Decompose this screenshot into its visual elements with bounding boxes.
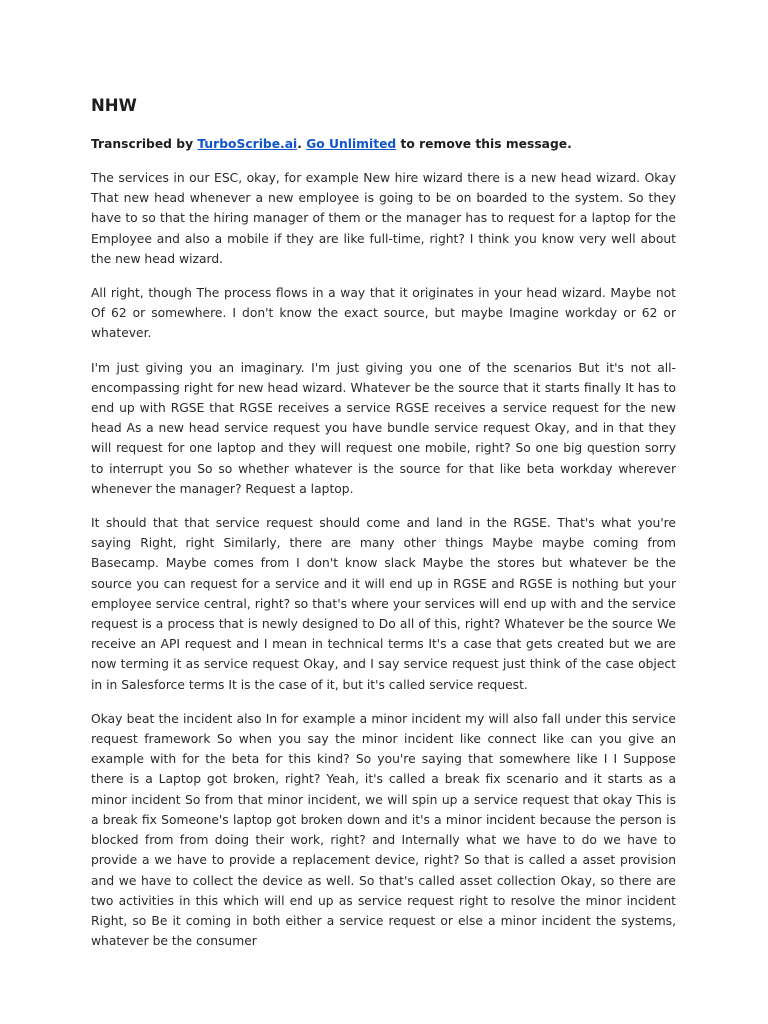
go-unlimited-link[interactable]: Go Unlimited — [306, 137, 397, 151]
paragraph: Okay beat the incident also In for example a minor incident my will also fall under this service request framework So when you say the minor incident like connect like can you give an example with for the beta for this kind? So you're saying that somewhere like I I Suppose there is a Laptop got broken, right? Yeah, it's called a break fix scenario and it starts as a minor incident So from that minor incident, we will spin up a service request that okay This is a break fix Someone's laptop got broken down and it's a minor incident because the person is blocked from from doing their work, right? and Internally what we have to do we have to provide a we have to provide a replacement device, right? So that is called a asset provision and we have to collect the device as well. So that's called asset collection Okay, so there are two activities in this which will end up as service request right to resolve the minor incident Right, so Be it coming in both either a service request or else a minor incident the systems, whatever be the consumer — [91, 711, 676, 949]
turboscribe-link[interactable]: TurboScribe.ai — [197, 137, 298, 151]
paragraph: All right, though The process flows in a way that it originates in your head wizard. Maybe not Of 62 or somewhere. I don't know the exact source, but maybe Imagine workday or 62 or whatever. — [91, 286, 676, 341]
transcription-notice — [91, 134, 676, 154]
notice-prefix: Transcribed by — [91, 137, 198, 151]
document-page — [91, 94, 676, 965]
notice-separator: . — [297, 137, 307, 151]
paragraph: I'm just giving you an imaginary. I'm just giving you one of the scenarios But it's not all-encompassing right for new head wizard. Whatever be the source that it starts finally It has to end up with RGSE that RGSE receives a service RGSE receives a service request for the new head As a new head service request you have bundle service request Okay, and in that they will request for one laptop and they will request one mobile, right? So one big question sorry to interrupt you So so whether whatever is the source for that like beta workday wherever whenever the manager? Request a laptop. — [91, 360, 676, 496]
paragraph: The services in our ESC, okay, for example New hire wizard there is a new head wizard. Okay That new head whenever a new employee is going to be on boarded to the system. So they have to so that the hiring manager of them or the manager has to request for a laptop for the Employee and also a mobile if they are like full-time, right? I think you know very well about the new head wizard. — [91, 171, 676, 266]
paragraph: It should that that service request should come and land in the RGSE. That's what you're saying Right, right Similarly, there are many other things Maybe maybe coming from Basecamp. Maybe comes from I don't know slack Maybe the stores but whatever be the source you can request for a service and it will end up in RGSE and RGSE is nothing but your employee service central, right? so that's where your services will end up with and the service request is a process that is newly designed to Do all of this, right? Whatever be the source We receive an API request and I mean in technical terms It's a case that gets created but we are now terming it as service request Okay, and I say service request just think of the case object in in Salesforce terms It is the case of it, but it's called service request. — [91, 516, 676, 692]
document-title: NHW — [91, 96, 137, 115]
notice-suffix: to remove this message. — [396, 137, 572, 151]
